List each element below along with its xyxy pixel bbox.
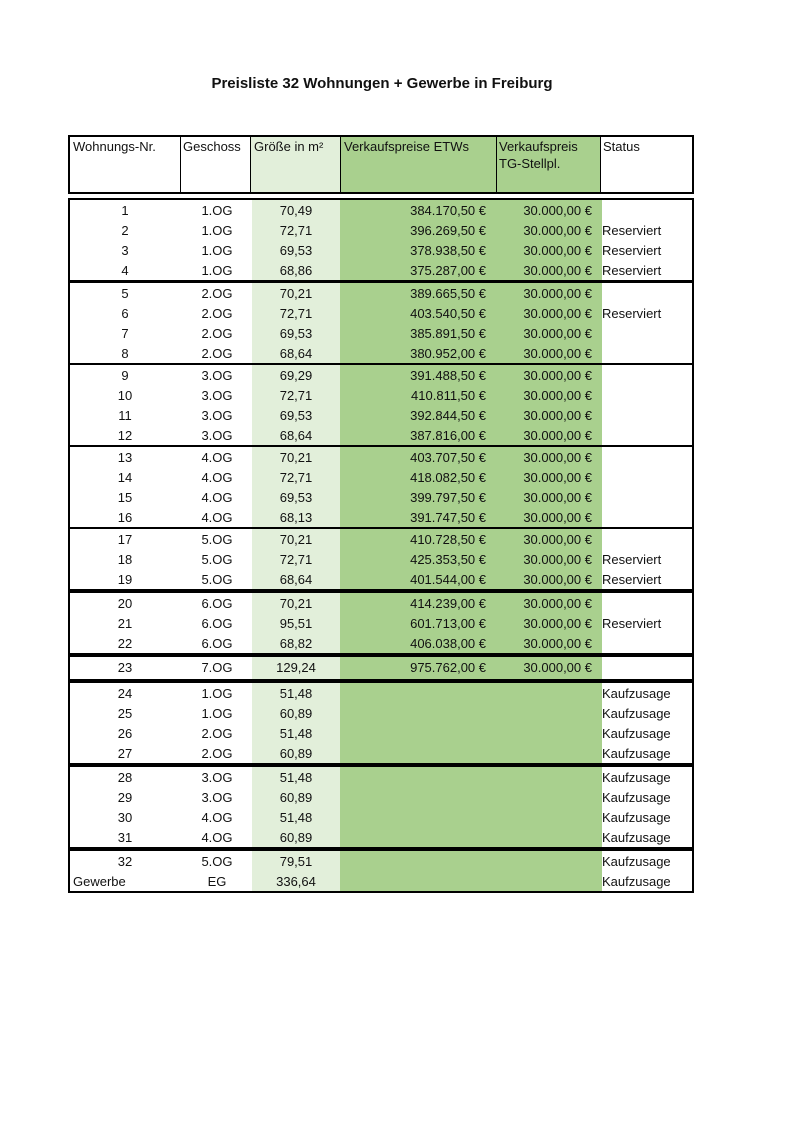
cell-parking-price: 30.000,00 € bbox=[523, 572, 592, 587]
table-row bbox=[70, 241, 692, 261]
cell-apartment-number: 29 bbox=[117, 790, 133, 805]
cell-size: 70,21 bbox=[279, 286, 313, 301]
cell-parking-price: 30.000,00 € bbox=[523, 243, 592, 258]
cell-parking-price: 30.000,00 € bbox=[523, 326, 592, 341]
cell-apartment-number: 2 bbox=[121, 223, 129, 238]
table-row bbox=[70, 808, 692, 828]
apartment-group bbox=[68, 281, 694, 365]
apartment-group bbox=[68, 681, 694, 765]
cell-floor: 4.OG bbox=[201, 510, 233, 525]
cell-size: 68,82 bbox=[279, 636, 313, 651]
cell-price: 387.816,00 € bbox=[410, 428, 486, 443]
cell-floor: 2.OG bbox=[201, 726, 233, 741]
cell-parking-price: 30.000,00 € bbox=[523, 552, 592, 567]
apartment-group bbox=[68, 591, 694, 655]
table-row bbox=[70, 704, 692, 724]
cell-floor: 6.OG bbox=[201, 596, 233, 611]
cell-floor: 3.OG bbox=[201, 388, 233, 403]
apartment-group bbox=[68, 445, 694, 529]
cell-apartment-number: 8 bbox=[121, 346, 129, 361]
header-parking-price-line1: Verkaufspreis bbox=[499, 139, 578, 154]
cell-status: Kaufzusage bbox=[602, 790, 671, 805]
cell-size: 51,48 bbox=[279, 770, 313, 785]
cell-size: 72,71 bbox=[279, 223, 313, 238]
cell-size: 69,53 bbox=[279, 490, 313, 505]
cell-status: Reserviert bbox=[602, 572, 662, 587]
cell-price: 380.952,00 € bbox=[410, 346, 486, 361]
page-title: Preisliste 32 Wohnungen + Gewerbe in Freiburg bbox=[211, 75, 553, 92]
cell-price: 389.665,50 € bbox=[410, 286, 486, 301]
cell-status: Kaufzusage bbox=[602, 874, 671, 889]
cell-parking-price: 30.000,00 € bbox=[523, 346, 592, 361]
cell-size: 72,71 bbox=[279, 306, 313, 321]
cell-price: 414.239,00 € bbox=[410, 596, 486, 611]
cell-price: 406.038,00 € bbox=[410, 636, 486, 651]
cell-apartment-number: 1 bbox=[121, 203, 129, 218]
cell-floor: 2.OG bbox=[201, 306, 233, 321]
cell-size: 51,48 bbox=[279, 726, 313, 741]
header-parking-price bbox=[499, 138, 578, 172]
cell-status: Kaufzusage bbox=[602, 726, 671, 741]
table-row bbox=[70, 872, 692, 892]
table-row bbox=[70, 386, 692, 406]
cell-parking-price: 30.000,00 € bbox=[523, 368, 592, 383]
cell-apartment-number: 4 bbox=[121, 263, 129, 278]
cell-apartment-number: 26 bbox=[117, 726, 133, 741]
cell-apartment-number: 28 bbox=[117, 770, 133, 785]
cell-parking-price: 30.000,00 € bbox=[523, 470, 592, 485]
cell-size: 68,64 bbox=[279, 572, 313, 587]
cell-status: Reserviert bbox=[602, 223, 662, 238]
cell-floor: 4.OG bbox=[201, 490, 233, 505]
cell-price: 384.170,50 € bbox=[410, 203, 486, 218]
table-row bbox=[70, 201, 692, 221]
cell-status: Kaufzusage bbox=[602, 706, 671, 721]
table-row bbox=[70, 324, 692, 344]
table-row bbox=[70, 594, 692, 614]
cell-size: 68,13 bbox=[279, 510, 313, 525]
cell-size: 70,21 bbox=[279, 450, 313, 465]
cell-status: Kaufzusage bbox=[602, 830, 671, 845]
cell-floor: 6.OG bbox=[201, 616, 233, 631]
table-row bbox=[70, 508, 692, 528]
cell-floor: 2.OG bbox=[201, 346, 233, 361]
cell-price: 410.811,50 € bbox=[411, 388, 486, 403]
cell-size: 336,64 bbox=[276, 874, 316, 889]
cell-size: 70,21 bbox=[279, 596, 313, 611]
apartment-group bbox=[68, 655, 694, 681]
cell-apartment-number: 20 bbox=[117, 596, 133, 611]
cell-floor: 7.OG bbox=[201, 660, 233, 675]
cell-price: 401.544,00 € bbox=[410, 572, 486, 587]
table-row bbox=[70, 468, 692, 488]
cell-apartment-number: 17 bbox=[117, 532, 133, 547]
cell-floor: 3.OG bbox=[201, 770, 233, 785]
column-divider bbox=[600, 137, 601, 192]
cell-status: Kaufzusage bbox=[602, 810, 671, 825]
table-row bbox=[70, 634, 692, 654]
table-header bbox=[68, 135, 694, 194]
cell-apartment-number: 15 bbox=[117, 490, 133, 505]
cell-floor: 3.OG bbox=[201, 368, 233, 383]
cell-size: 68,64 bbox=[279, 346, 313, 361]
cell-apartment-number: 5 bbox=[121, 286, 129, 301]
cell-apartment-number: 11 bbox=[118, 408, 132, 423]
cell-parking-price: 30.000,00 € bbox=[523, 306, 592, 321]
cell-size: 51,48 bbox=[279, 686, 313, 701]
header-floor: Geschoss bbox=[183, 139, 241, 154]
table-row bbox=[70, 530, 692, 550]
cell-parking-price: 30.000,00 € bbox=[523, 408, 592, 423]
cell-parking-price: 30.000,00 € bbox=[523, 450, 592, 465]
cell-size: 70,21 bbox=[279, 532, 313, 547]
cell-parking-price: 30.000,00 € bbox=[523, 490, 592, 505]
cell-size: 69,53 bbox=[279, 326, 313, 341]
cell-floor: 2.OG bbox=[201, 746, 233, 761]
cell-size: 60,89 bbox=[279, 746, 313, 761]
apartment-group bbox=[68, 765, 694, 849]
cell-parking-price: 30.000,00 € bbox=[523, 532, 592, 547]
cell-price: 391.488,50 € bbox=[410, 368, 486, 383]
cell-size: 60,89 bbox=[279, 830, 313, 845]
cell-price: 601.713,00 € bbox=[410, 616, 486, 631]
cell-floor: EG bbox=[207, 874, 227, 889]
cell-parking-price: 30.000,00 € bbox=[523, 203, 592, 218]
cell-floor: 4.OG bbox=[201, 470, 233, 485]
table-row bbox=[70, 658, 692, 678]
cell-floor: 1.OG bbox=[201, 706, 233, 721]
cell-apartment-number: 10 bbox=[117, 388, 133, 403]
cell-price: 403.540,50 € bbox=[410, 306, 486, 321]
cell-price: 378.938,50 € bbox=[410, 243, 486, 258]
cell-apartment-number: 7 bbox=[121, 326, 129, 341]
cell-parking-price: 30.000,00 € bbox=[523, 263, 592, 278]
table-row bbox=[70, 828, 692, 848]
cell-price: 392.844,50 € bbox=[410, 408, 486, 423]
cell-apartment-number: 24 bbox=[117, 686, 133, 701]
cell-status: Reserviert bbox=[602, 552, 662, 567]
table-row bbox=[70, 488, 692, 508]
cell-apartment-number: 3 bbox=[121, 243, 129, 258]
table-row bbox=[70, 426, 692, 446]
cell-floor: 1.OG bbox=[201, 263, 233, 278]
apartment-group bbox=[68, 363, 694, 447]
cell-parking-price: 30.000,00 € bbox=[523, 636, 592, 651]
cell-size: 72,71 bbox=[279, 552, 313, 567]
cell-floor: 4.OG bbox=[201, 810, 233, 825]
cell-floor: 1.OG bbox=[201, 223, 233, 238]
cell-floor: 2.OG bbox=[201, 286, 233, 301]
cell-size: 79,51 bbox=[279, 854, 313, 869]
cell-status: Kaufzusage bbox=[602, 770, 671, 785]
cell-parking-price: 30.000,00 € bbox=[523, 388, 592, 403]
table-row bbox=[70, 852, 692, 872]
table-row bbox=[70, 614, 692, 634]
cell-status: Kaufzusage bbox=[602, 854, 671, 869]
cell-apartment-number: 22 bbox=[117, 636, 133, 651]
cell-price: 975.762,00 € bbox=[410, 660, 486, 675]
cell-parking-price: 30.000,00 € bbox=[523, 596, 592, 611]
cell-status: Kaufzusage bbox=[602, 686, 671, 701]
cell-size: 69,53 bbox=[279, 408, 313, 423]
column-divider bbox=[180, 137, 181, 192]
cell-apartment-number: 19 bbox=[117, 572, 133, 587]
table-row bbox=[70, 788, 692, 808]
header-status: Status bbox=[603, 139, 640, 154]
cell-parking-price: 30.000,00 € bbox=[523, 660, 592, 675]
apartment-group bbox=[68, 198, 694, 282]
cell-apartment-number: 23 bbox=[117, 660, 133, 675]
cell-floor: 1.OG bbox=[201, 686, 233, 701]
table-row bbox=[70, 744, 692, 764]
cell-parking-price: 30.000,00 € bbox=[523, 428, 592, 443]
cell-size: 60,89 bbox=[279, 790, 313, 805]
apartment-group bbox=[68, 527, 694, 591]
cell-size: 95,51 bbox=[279, 616, 313, 631]
table-row bbox=[70, 550, 692, 570]
cell-floor: 4.OG bbox=[201, 830, 233, 845]
cell-apartment-number: 21 bbox=[117, 616, 133, 631]
table-row bbox=[70, 221, 692, 241]
table-row bbox=[70, 406, 692, 426]
cell-price: 410.728,50 € bbox=[410, 532, 486, 547]
cell-floor: 5.OG bbox=[201, 532, 233, 547]
cell-parking-price: 30.000,00 € bbox=[523, 286, 592, 301]
cell-price: 403.707,50 € bbox=[410, 450, 486, 465]
cell-apartment-number: 30 bbox=[117, 810, 133, 825]
cell-apartment-number: 14 bbox=[117, 470, 133, 485]
table-row bbox=[70, 366, 692, 386]
table-row bbox=[70, 344, 692, 364]
cell-apartment-number: 12 bbox=[117, 428, 133, 443]
apartment-group bbox=[68, 849, 694, 893]
cell-size: 69,29 bbox=[279, 368, 313, 383]
cell-floor: 3.OG bbox=[201, 790, 233, 805]
table-row bbox=[70, 304, 692, 324]
cell-size: 72,71 bbox=[279, 388, 313, 403]
header-apartment-number: Wohnungs-Nr. bbox=[73, 139, 156, 154]
cell-floor: 1.OG bbox=[201, 203, 233, 218]
table-row bbox=[70, 724, 692, 744]
cell-floor: 1.OG bbox=[201, 243, 233, 258]
cell-apartment-number: 9 bbox=[121, 368, 129, 383]
cell-apartment-number: 31 bbox=[117, 830, 133, 845]
cell-price: 399.797,50 € bbox=[410, 490, 486, 505]
cell-floor: 5.OG bbox=[201, 572, 233, 587]
cell-floor: 5.OG bbox=[201, 854, 233, 869]
cell-price: 418.082,50 € bbox=[410, 470, 486, 485]
cell-apartment-number: 18 bbox=[117, 552, 133, 567]
cell-price: 425.353,50 € bbox=[410, 552, 486, 567]
cell-floor: 3.OG bbox=[201, 408, 233, 423]
cell-floor: 6.OG bbox=[201, 636, 233, 651]
cell-status: Kaufzusage bbox=[602, 746, 671, 761]
cell-size: 70,49 bbox=[279, 203, 313, 218]
cell-apartment-number: 13 bbox=[117, 450, 133, 465]
table-row bbox=[70, 284, 692, 304]
cell-floor: 5.OG bbox=[201, 552, 233, 567]
cell-parking-price: 30.000,00 € bbox=[523, 510, 592, 525]
cell-status: Reserviert bbox=[602, 616, 662, 631]
cell-parking-price: 30.000,00 € bbox=[523, 616, 592, 631]
cell-floor: 2.OG bbox=[201, 326, 233, 341]
cell-size: 68,64 bbox=[279, 428, 313, 443]
cell-apartment-number: 27 bbox=[117, 746, 133, 761]
header-price: Verkaufspreise ETWs bbox=[344, 139, 469, 154]
cell-status: Reserviert bbox=[602, 263, 662, 278]
cell-apartment-number: 6 bbox=[121, 306, 129, 321]
cell-apartment-number: Gewerbe bbox=[73, 874, 126, 889]
column-divider bbox=[496, 137, 497, 192]
cell-size: 129,24 bbox=[276, 660, 316, 675]
cell-parking-price: 30.000,00 € bbox=[523, 223, 592, 238]
cell-apartment-number: 25 bbox=[117, 706, 133, 721]
header-parking-price-line2: TG-Stellpl. bbox=[499, 156, 561, 171]
table-row bbox=[70, 261, 692, 281]
cell-price: 375.287,00 € bbox=[410, 263, 486, 278]
cell-status: Reserviert bbox=[602, 306, 662, 321]
table-row bbox=[70, 448, 692, 468]
cell-floor: 3.OG bbox=[201, 428, 233, 443]
cell-size: 72,71 bbox=[279, 470, 313, 485]
cell-price: 396.269,50 € bbox=[410, 223, 486, 238]
column-divider bbox=[340, 137, 341, 192]
cell-floor: 4.OG bbox=[201, 450, 233, 465]
cell-size: 69,53 bbox=[279, 243, 313, 258]
cell-price: 385.891,50 € bbox=[410, 326, 486, 341]
cell-status: Reserviert bbox=[602, 243, 662, 258]
cell-apartment-number: 16 bbox=[117, 510, 133, 525]
cell-size: 60,89 bbox=[279, 706, 313, 721]
column-divider bbox=[250, 137, 251, 192]
cell-apartment-number: 32 bbox=[117, 854, 133, 869]
header-size: Größe in m² bbox=[254, 139, 324, 154]
table-row bbox=[70, 570, 692, 590]
cell-size: 51,48 bbox=[279, 810, 313, 825]
cell-size: 68,86 bbox=[279, 263, 313, 278]
table-row bbox=[70, 684, 692, 704]
cell-price: 391.747,50 € bbox=[410, 510, 486, 525]
table-row bbox=[70, 768, 692, 788]
